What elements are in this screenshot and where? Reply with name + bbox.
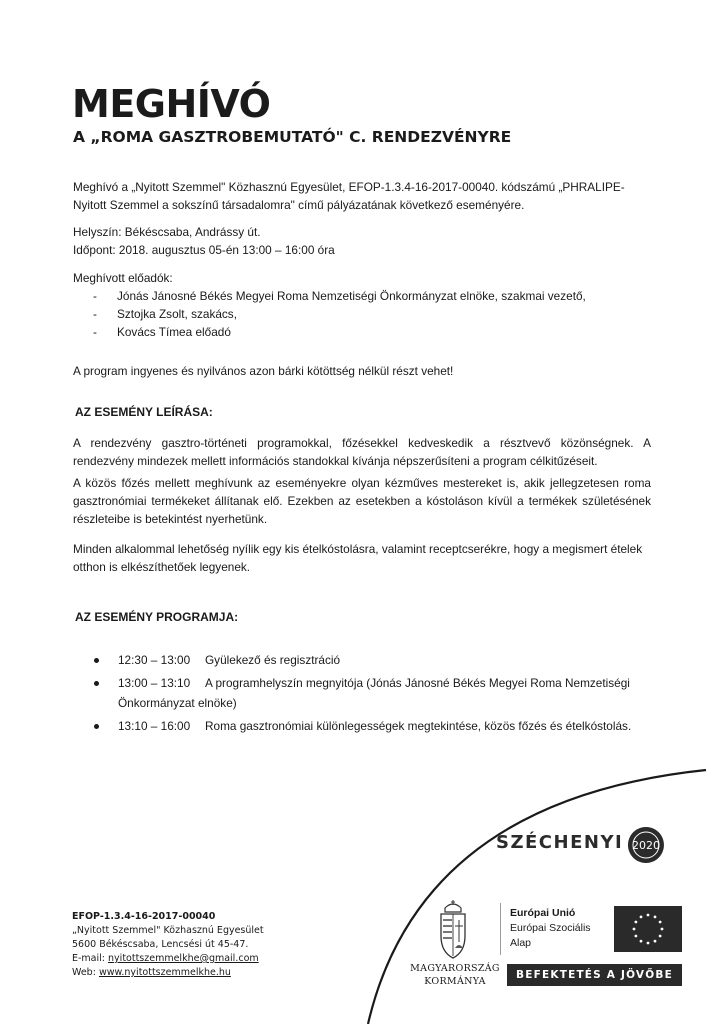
footer-email-link[interactable]: nyitottszemmelkhe@gmail.com [108, 953, 259, 964]
footer-address-block [72, 910, 264, 980]
eu-line3: Alap [510, 937, 532, 949]
description-heading: AZ ESEMÉNY LEÍRÁSA: [75, 405, 213, 419]
szechenyi-2020-badge [626, 825, 666, 865]
speakers-list [73, 287, 586, 341]
eu-flag-icon [614, 906, 682, 952]
government-name-line2: KORMÁNYA [424, 976, 486, 987]
program-time: 13:00 – 13:10 [118, 676, 191, 690]
eu-line1: Európai Unió [510, 907, 576, 919]
hungarian-coat-of-arms-icon [436, 898, 470, 960]
program-time: 13:10 – 16:00 [118, 719, 191, 733]
description-paragraph: Minden alkalommal lehetőség nyílik egy kis ételkóstolásra, valamint receptcserékre, hogy a megismert ételek otthon is elkészíthetőek legyenek. [73, 542, 643, 574]
speakers-label: Meghívott előadók: [73, 271, 173, 285]
eu-star [661, 928, 664, 931]
logo-divider [500, 903, 501, 955]
eu-star [633, 928, 636, 931]
intro-paragraph: Meghívó a „Nyitott Szemmel" Közhasznú Egyesület, EFOP-1.3.4-16-2017-00040. kódszámú „PHRALIPE-Nyitott Szemmel a sokszínű társadalomra" című pályázatának következő eseményére. [73, 180, 625, 212]
program-text-continued: Önkormányzat elnöke) [118, 696, 237, 710]
eu-fund-text [510, 906, 591, 951]
government-name [401, 962, 509, 988]
eu-star [640, 940, 643, 943]
program-item [73, 716, 673, 736]
program-text: Roma gasztronómiai különlegességek megtekintése, közös főzés és ételkóstolás. [205, 719, 632, 733]
location-line: Helyszín: Békéscsaba, Andrássy út. [73, 225, 261, 239]
eu-star [647, 914, 650, 917]
eu-star [634, 935, 637, 938]
program-item [73, 650, 673, 670]
eu-star [659, 921, 662, 924]
invest-in-future-banner: BEFEKTETÉS A JÖVŐBE [507, 964, 682, 986]
footer-web-label: Web: [72, 967, 96, 978]
program-item [73, 673, 673, 713]
szechenyi-year: 2020 [632, 839, 660, 852]
program-text: Gyülekező és regisztráció [205, 653, 341, 667]
program-text: A programhelyszín megnyitója (Jónás Jánosné Békés Megyei Roma Nemzetiségi [205, 676, 630, 690]
page-subtitle: A „ROMA GASZTROBEMUTATÓ" C. RENDEZVÉNYRE [73, 128, 512, 146]
program-time: 12:30 – 13:00 [118, 653, 191, 667]
eu-star [654, 940, 657, 943]
footer-address: 5600 Békéscsaba, Lencsési út 45-47. [72, 939, 249, 950]
eu-star [647, 942, 650, 945]
eu-star [659, 935, 662, 938]
speaker-item: - Jónás Jánosné Békés Megyei Roma Nemzetiségi Önkormányzat elnöke, szakmai vezető, [73, 287, 586, 305]
page-title: MEGHÍVÓ [72, 82, 271, 126]
speaker-item: - Sztojka Zsolt, szakács, [73, 305, 586, 323]
free-note: A program ingyenes és nyilvános azon bárki kötöttség nélkül részt vehet! [73, 364, 454, 378]
time-line: Időpont: 2018. augusztus 05-én 13:00 – 16:00 óra [73, 243, 335, 257]
program-heading: AZ ESEMÉNY PROGRAMJA: [75, 610, 239, 624]
footer-project-code: EFOP-1.3.4-16-2017-00040 [72, 911, 216, 922]
eu-star [640, 915, 643, 918]
eu-line2: Európai Szociális [510, 922, 591, 934]
eu-star [654, 915, 657, 918]
footer-email-label: E-mail: [72, 953, 105, 964]
speaker-item: - Kovács Tímea előadó [73, 323, 586, 341]
government-name-line1: MAGYARORSZÁG [410, 963, 500, 974]
description-paragraph: A rendezvény gasztro-történeti programokkal, főzésekkel kedveskedik a résztvevő közönségnek. A rendezvény mindezek mellett információs standokkal kívánja népszerűsíteni a program célkitűzéseit. [73, 436, 651, 468]
footer-web-link[interactable]: www.nyitottszemmelkhe.hu [98, 967, 231, 978]
footer-org-name: „Nyitott Szemmel" Közhasznú Egyesület [72, 925, 264, 936]
szechenyi-logo-text: SZÉCHENYI [496, 832, 624, 853]
eu-star [634, 921, 637, 924]
program-list [73, 650, 673, 739]
description-paragraph: A közös főzés mellett meghívunk az eseményekre olyan kézműves mestereket is, akik jellegzetesen roma gasztronómiai termékeket állítanak elő. Ezekben az esetekben a kóstoláson kívül a termékek születésének részleteibe is betekintést nyerhetünk. [73, 476, 651, 526]
